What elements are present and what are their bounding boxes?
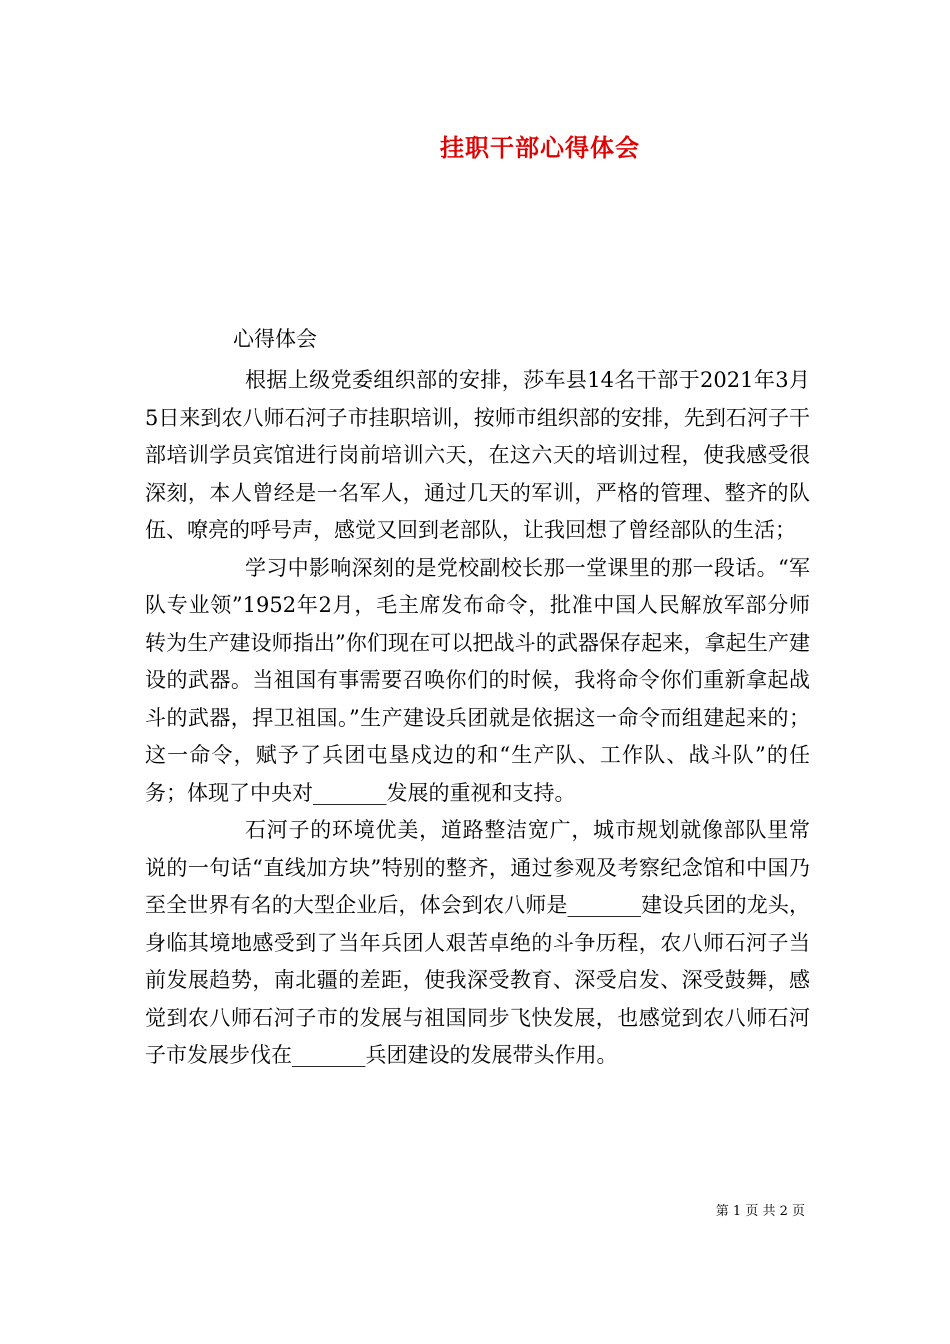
document-title: 挂职干部心得体会 <box>440 133 640 162</box>
paragraph-3: 石河子的环境优美，道路整洁宽广，城市规划就像部队里常说的一句话“直线加方块”特别的整齐，通过参观及考察纪念馆和中国乃至全世界有名的大型企业后，体会到农八师是_______建设兵团的龙头，身临其境地感受到了当年兵团人艰苦卓绝的斗争历程，农八师石河子当前发展趋势，南北疆的差距，使我深受教育、深受启发、深受鼓舞，感觉到农八师石河子市的发展与祖国同步飞快发展，也感觉到农八师石河子市发展步伐在_______兵团建设的发展带头作用。 <box>145 818 810 1067</box>
paragraph-1: 根据上级党委组织部的安排，莎车县14名干部于2021年3月5日来到农八师石河子市挂职培训，按师市组织部的安排，先到石河子干部培训学员宾馆进行岗前培训六天，在这六天的培训过程，使我感受很深刻，本人曾经是一名军人，通过几天的军训，严格的管理、整齐的队伍、嘹亮的呼号声，感觉又回到老部队，让我回想了曾经部队的生活； <box>145 368 810 542</box>
paragraph-2: 学习中影响深刻的是党校副校长那一堂课里的那一段话。“军队专业领”1952年2月，毛主席发布命令，批准中国人民解放军部分师转为生产建设师指出”你们现在可以把战斗的武器保存起来，拿起生产建设的武器。当祖国有事需要召唤你们的时候，我将命令你们重新拿起战斗的武器，捍卫祖国。”生产建设兵团就是依据这一命令而组建起来的；这一命令，赋予了兵团屯垦戍边的和“生产队、工作队、战斗队”的任务；体现了中央对_______发展的重视和支持。 <box>145 555 810 805</box>
section-heading: 心得体会 <box>233 327 317 351</box>
page-number: 第 1 页 共 2 页 <box>715 1204 805 1219</box>
document-body <box>145 362 810 1075</box>
